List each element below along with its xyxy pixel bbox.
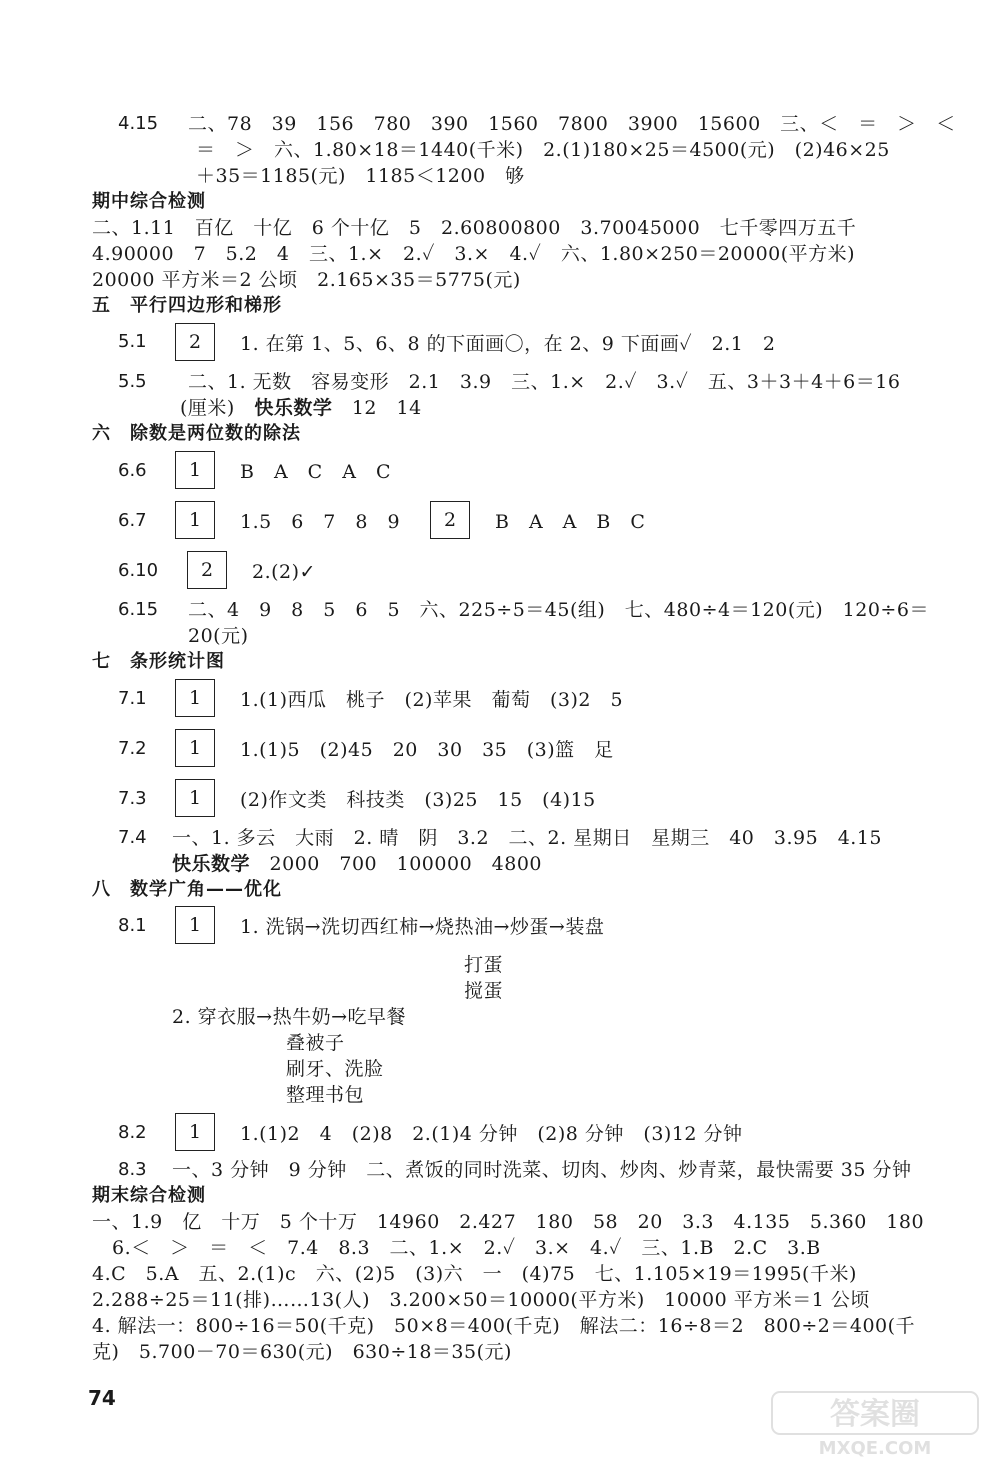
section-label-7-4: 7.4	[118, 827, 147, 848]
answer-line: 2. 穿衣服→热牛奶→吃早餐	[172, 1006, 407, 1028]
heading-unit-6: 六 除数是两位数的除法	[92, 423, 301, 444]
answer-line: ＋35＝1185(元) 1185＜1200 够	[196, 165, 525, 187]
section-label-7-1: 7.1	[118, 688, 147, 709]
heading-unit-5: 五 平行四边形和梯形	[92, 295, 282, 316]
answer-line: 快乐数学 2000 700 100000 4800	[172, 853, 543, 875]
watermark-text: 答案圈	[830, 1397, 920, 1432]
answer-line: 4. 解法一：800÷16＝50(千克) 50×8＝400(千克) 解法二：16÷8＝2 800÷2＝400(千	[92, 1315, 916, 1337]
part-number-box: 1	[175, 1113, 215, 1151]
answer-line: 2.(2)✓	[252, 561, 316, 583]
part-number-box: 1	[175, 679, 215, 717]
answer-line: B A C A C	[240, 461, 391, 483]
answer-line: 叠被子	[286, 1032, 345, 1054]
answer-line: (2)作文类 科技类 (3)25 15 (4)15	[240, 789, 596, 811]
answer-line: 6.＜ ＞ ＝ ＜ 7.4 8.3 二、1.× 2.✓ 3.× 4.✓ 三、1.B 2.C 3.B	[112, 1237, 821, 1259]
answer-line: 一、1. 多云 大雨 2. 晴 阴 3.2 二、2. 星期日 星期三 40 3.95 4.15	[172, 827, 883, 849]
answer-line: 20(元)	[188, 625, 249, 647]
answer-line: 20000 平方米＝2 公顷 2.165×35＝5775(元)	[92, 269, 521, 291]
part-number-box: 2	[430, 501, 470, 539]
heading-midterm-test: 期中综合检测	[92, 191, 206, 212]
heading-final-test: 期末综合检测	[92, 1185, 206, 1206]
part-number-box: 1	[175, 451, 215, 489]
answer-line: 克) 5.700－70＝630(元) 630÷18＝35(元)	[92, 1341, 512, 1363]
answer-line: B A A B C	[495, 511, 646, 533]
watermark-url: MXQE.COM	[818, 1438, 932, 1458]
part-number-box: 1	[175, 779, 215, 817]
section-label-5-5: 5.5	[118, 371, 147, 392]
section-label-6-7: 6.7	[118, 510, 147, 531]
answer-line: 二、4 9 8 5 6 5 六、225÷5＝45(组) 七、480÷4＝120(元) 120÷6＝	[188, 599, 929, 621]
happy-math-label: 快乐数学	[172, 853, 251, 875]
answer-line: ＝ ＞ 六、1.80×18＝1440(千米) 2.(1)180×25＝4500(元) (2)46×25	[196, 139, 890, 161]
watermark-logo	[770, 1390, 980, 1458]
part-number-box: 1	[175, 906, 215, 944]
page-number: 74	[88, 1386, 116, 1410]
section-label-8-3: 8.3	[118, 1159, 147, 1180]
part-number-box: 2	[175, 323, 215, 361]
part-number-box: 1	[175, 729, 215, 767]
answer-line: 1.(1)5 (2)45 20 30 35 (3)篮 足	[240, 739, 614, 761]
answer-line: 二、1. 无数 容易变形 2.1 3.9 三、1.× 2.✓ 3.✓ 五、3＋3＋4＋6＝16	[188, 371, 901, 393]
answer-line: 1. 洗锅→洗切西红柿→烧热油→炒蛋→装盘	[240, 916, 605, 938]
answer-line: 4.C 5.A 五、2.(1)c 六、(2)5 (3)六 一 (4)75 七、1.105×19＝1995(千米)	[92, 1263, 857, 1285]
answer-line: 1.(1)2 4 (2)8 2.(1)4 分钟 (2)8 分钟 (3)12 分钟	[240, 1123, 743, 1145]
heading-unit-7: 七 条形统计图	[92, 651, 225, 672]
answer-line: 搅蛋	[464, 980, 504, 1002]
answer-line: (厘米) 快乐数学 12 14	[180, 397, 422, 419]
answer-line: 整理书包	[286, 1084, 365, 1106]
answer-line: 4.90000 7 5.2 4 三、1.× 2.✓ 3.× 4.✓ 六、1.80×250＝20000(平方米)	[92, 243, 856, 265]
section-label-5-1: 5.1	[118, 331, 147, 352]
answer-line: 1. 在第 1、5、6、8 的下面画〇，在 2、9 下面画✓ 2.1 2	[240, 333, 776, 355]
section-label-7-3: 7.3	[118, 788, 147, 809]
section-label-7-2: 7.2	[118, 738, 147, 759]
answer-line: 1.5 6 7 8 9	[240, 511, 401, 533]
section-label-6-15: 6.15	[118, 599, 159, 620]
section-label-6-6: 6.6	[118, 460, 147, 481]
section-label-4-15: 4.15	[118, 113, 159, 134]
part-number-box: 2	[187, 551, 227, 589]
answer-line: 二、1.11 百亿 十亿 6 个十亿 5 2.60800800 3.70045000 七千零四万五千	[92, 217, 857, 239]
answer-line: 一、3 分钟 9 分钟 二、煮饭的同时洗菜、切肉、炒肉、炒青菜，最快需要 35 分钟	[172, 1159, 912, 1181]
section-label-6-10: 6.10	[118, 560, 159, 581]
answer-line: 2.288÷25＝11(排)……13(人) 3.200×50＝10000(平方米) 10000 平方米＝1 公顷	[92, 1289, 870, 1311]
answer-line: 打蛋	[464, 954, 504, 976]
section-label-8-1: 8.1	[118, 915, 147, 936]
answer-line: 一、1.9 亿 十万 5 个十万 14960 2.427 180 58 20 3.3 4.135 5.360 180	[92, 1211, 925, 1233]
heading-unit-8: 八 数学广角——优化	[92, 879, 282, 900]
answer-line: 1.(1)西瓜 桃子 (2)苹果 葡萄 (3)2 5	[240, 689, 624, 711]
answer-line: 刷牙、洗脸	[286, 1058, 384, 1080]
happy-math-label: 快乐数学	[254, 397, 333, 419]
answer-line: 二、78 39 156 780 390 1560 7800 3900 15600 三、＜ ＝ ＞ ＜	[188, 113, 956, 135]
section-label-8-2: 8.2	[118, 1122, 147, 1143]
part-number-box: 1	[175, 501, 215, 539]
